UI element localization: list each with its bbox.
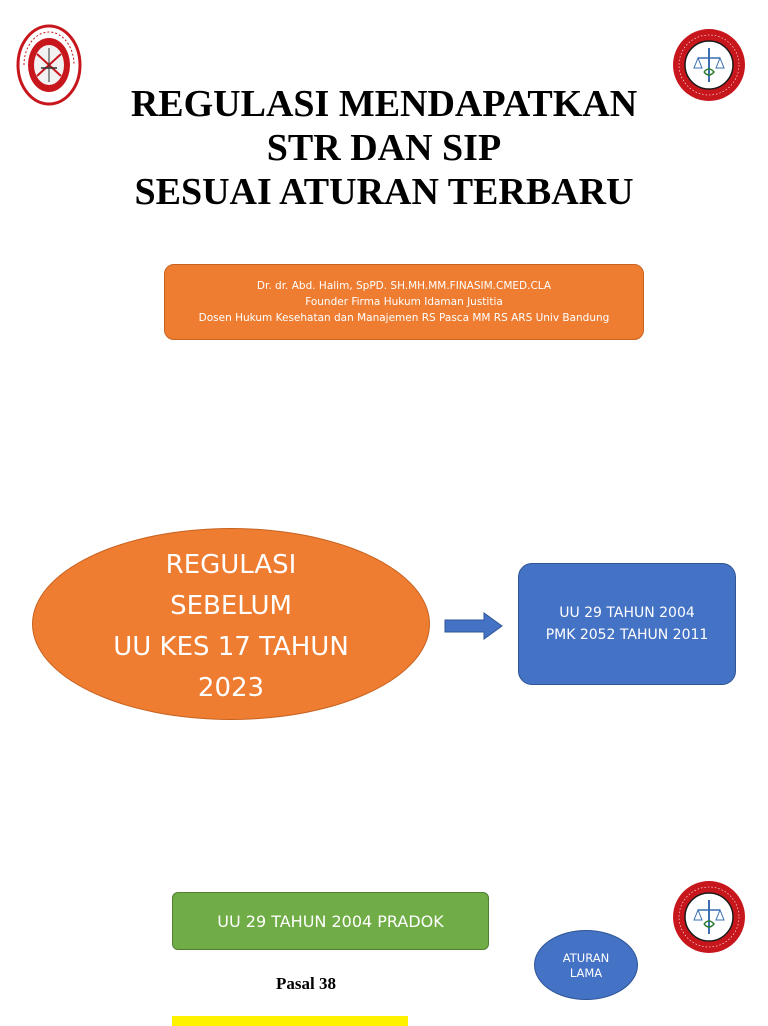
old-law-line-2: PMK 2052 TAHUN 2011 bbox=[545, 627, 709, 643]
old-law-box bbox=[518, 563, 736, 685]
author-name: Dr. dr. Abd. Halim, SpPD. SH.MH.MM.FINASIM.CMED.CLA bbox=[256, 280, 552, 292]
old-rule-line-2: LAMA bbox=[569, 966, 603, 980]
title-line-3: SESUAI ATURAN TERBARU bbox=[134, 171, 634, 213]
text-highlight bbox=[172, 1016, 408, 1026]
title-line-2: STR DAN SIP bbox=[266, 127, 502, 169]
old-rule-badge bbox=[534, 930, 638, 1000]
right-arrow-icon bbox=[444, 611, 504, 641]
slide-title bbox=[80, 82, 688, 214]
old-rule-line-1: ATURAN bbox=[562, 951, 610, 965]
firma-hukum-logo-bottom bbox=[672, 880, 746, 954]
author-affiliation: Dosen Hukum Kesehatan dan Manajemen RS Pasca MM RS ARS Univ Bandung bbox=[198, 312, 610, 324]
ellipse-line-4: 2023 bbox=[197, 673, 265, 703]
article-heading: Pasal 38 bbox=[276, 974, 336, 993]
ellipse-line-2: SEBELUM bbox=[170, 591, 292, 621]
regulation-ellipse bbox=[32, 528, 430, 720]
author-role: Founder Firma Hukum Idaman Justitia bbox=[305, 296, 503, 308]
kongres-advokat-logo bbox=[16, 24, 82, 106]
title-line-1: REGULASI MENDAPATKAN bbox=[130, 83, 638, 125]
law-heading-box: UU 29 TAHUN 2004 PRADOK bbox=[172, 892, 489, 950]
ellipse-line-1: REGULASI bbox=[165, 550, 297, 580]
ellipse-line-3: UU KES 17 TAHUN bbox=[113, 632, 349, 662]
old-law-line-1: UU 29 TAHUN 2004 bbox=[559, 605, 695, 621]
author-box bbox=[164, 264, 644, 340]
